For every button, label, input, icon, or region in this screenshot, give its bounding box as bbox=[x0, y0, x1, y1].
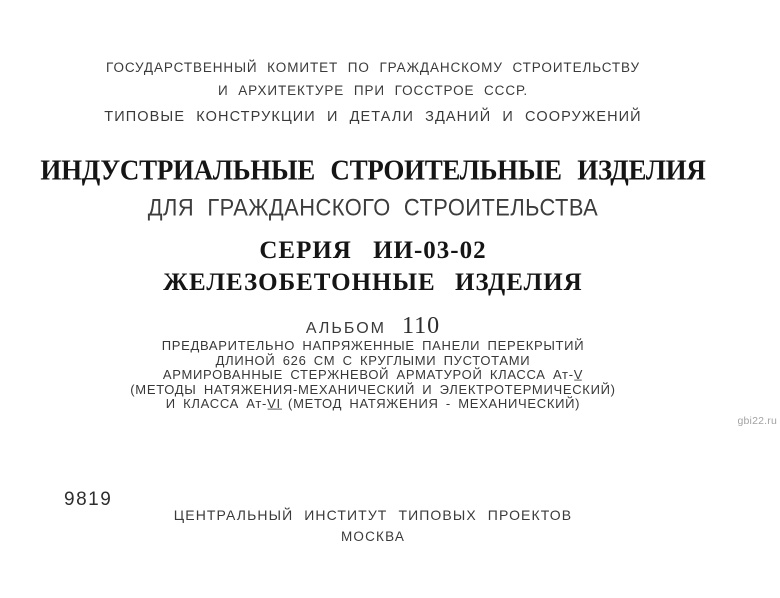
category-title: ЖЕЛЕЗОБЕТОННЫЕ ИЗДЕЛИЯ bbox=[163, 269, 583, 296]
album-description-line: ПРЕДВАРИТЕЛЬНО НАПРЯЖЕННЫЕ ПАНЕЛИ ПЕРЕКРЫТИЙ bbox=[161, 338, 585, 353]
city-line: МОСКВА bbox=[340, 529, 406, 544]
album-description bbox=[0, 339, 746, 412]
order-code: 9819 bbox=[64, 489, 113, 510]
series-title: СЕРИЯ ИИ-03-02 bbox=[259, 237, 487, 264]
header-typical-constructions-line: ТИПОВЫЕ КОНСТРУКЦИИ И ДЕТАЛИ ЗДАНИЙ И СООРУЖЕНИЙ bbox=[104, 109, 642, 125]
album-description-line: АРМИРОВАННЫЕ СТЕРЖНЕВОЙ АРМАТУРОЙ КЛАССА Ат-V̲ bbox=[162, 367, 584, 383]
album-label: АЛЬБОМ bbox=[305, 320, 386, 337]
main-title: ИНДУСТРИАЛЬНЫЕ СТРОИТЕЛЬНЫЕ ИЗДЕЛИЯ bbox=[40, 154, 706, 186]
album-number: 110 bbox=[402, 313, 441, 339]
header-committee-line1: ГОСУДАРСТВЕННЫЙ КОМИТЕТ ПО ГРАЖДАНСКОМУ СТРОИТЕЛЬСТВУ bbox=[106, 60, 640, 75]
album-description-line: ДЛИНОЙ 626 СМ С КРУГЛЫМИ ПУСТОТАМИ bbox=[215, 352, 531, 368]
album-description-line: (МЕТОДЫ НАТЯЖЕНИЯ-МЕХАНИЧЕСКИЙ И ЭЛЕКТРОТЕРМИЧЕСКИЙ) bbox=[130, 381, 616, 397]
header-committee-line2: И АРХИТЕКТУРЕ ПРИ ГОССТРОЕ СССР. bbox=[218, 83, 528, 98]
album-description-line: И КЛАССА Ат-V̲I̲ (МЕТОД НАТЯЖЕНИЯ - МЕХАНИЧЕСКИЙ) bbox=[165, 396, 581, 412]
subtitle: ДЛЯ ГРАЖДАНСКОГО СТРОИТЕЛЬСТВА bbox=[147, 193, 599, 221]
watermark: gbi22.ru bbox=[737, 415, 777, 427]
institute-line: ЦЕНТРАЛЬНЫЙ ИНСТИТУТ ТИПОВЫХ ПРОЕКТОВ bbox=[173, 507, 573, 523]
album-line bbox=[0, 313, 746, 340]
